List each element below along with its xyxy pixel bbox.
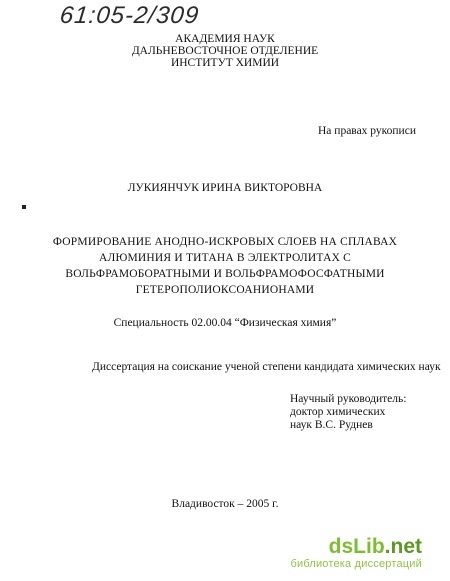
supervisor-degree: доктор химических [290, 406, 386, 418]
dissertation-note: Диссертация на соискание ученой степени кандидата химических наук [92, 361, 441, 373]
header-branch: ДАЛЬНЕВОСТОЧНОЕ ОТДЕЛЕНИЕ [131, 45, 319, 57]
header-institute: ИНСТИТУТ ХИМИИ [170, 57, 280, 69]
title-line-4: ГЕТЕРОПОЛИОКСОАНИОНАМИ [135, 284, 315, 296]
title-line-1: ФОРМИРОВАНИЕ АНОДНО-ИСКРОВЫХ СЛОЕВ НА СПЛАВАХ [52, 236, 398, 248]
supervisor-label: Научный руководитель: [290, 393, 407, 405]
dslib-logo-part1: dsLib [328, 535, 385, 558]
dslib-watermark[interactable] [290, 536, 422, 571]
header-academy: АКАДЕМИЯ НАУК [175, 33, 275, 45]
dslib-logo-part2: .net [384, 535, 422, 558]
title-line-3: ВОЛЬФРАМОБОРАТНЫМИ И ВОЛЬФРАМОФОСФАТНЫМИ [65, 268, 385, 280]
dslib-logo [290, 536, 422, 558]
dslib-subtitle: библиотека диссертаций [290, 558, 422, 570]
author-name: ЛУКИЯНЧУК ИРИНА ВИКТОРОВНА [127, 182, 323, 194]
title-line-2: АЛЮМИНИЯ И ТИТАНА В ЭЛЕКТРОЛИТАХ С [98, 252, 352, 264]
place-and-year: Владивосток – 2005 г. [171, 498, 279, 510]
manuscript-rights: На правах рукописи [318, 125, 416, 137]
supervisor-name: наук В.С. Руднев [290, 419, 373, 431]
scan-mark [22, 205, 26, 209]
specialty: Специальность 02.00.04 “Физическая химия” [113, 317, 337, 329]
archive-stamp: 61:05-2/309 [58, 2, 201, 29]
